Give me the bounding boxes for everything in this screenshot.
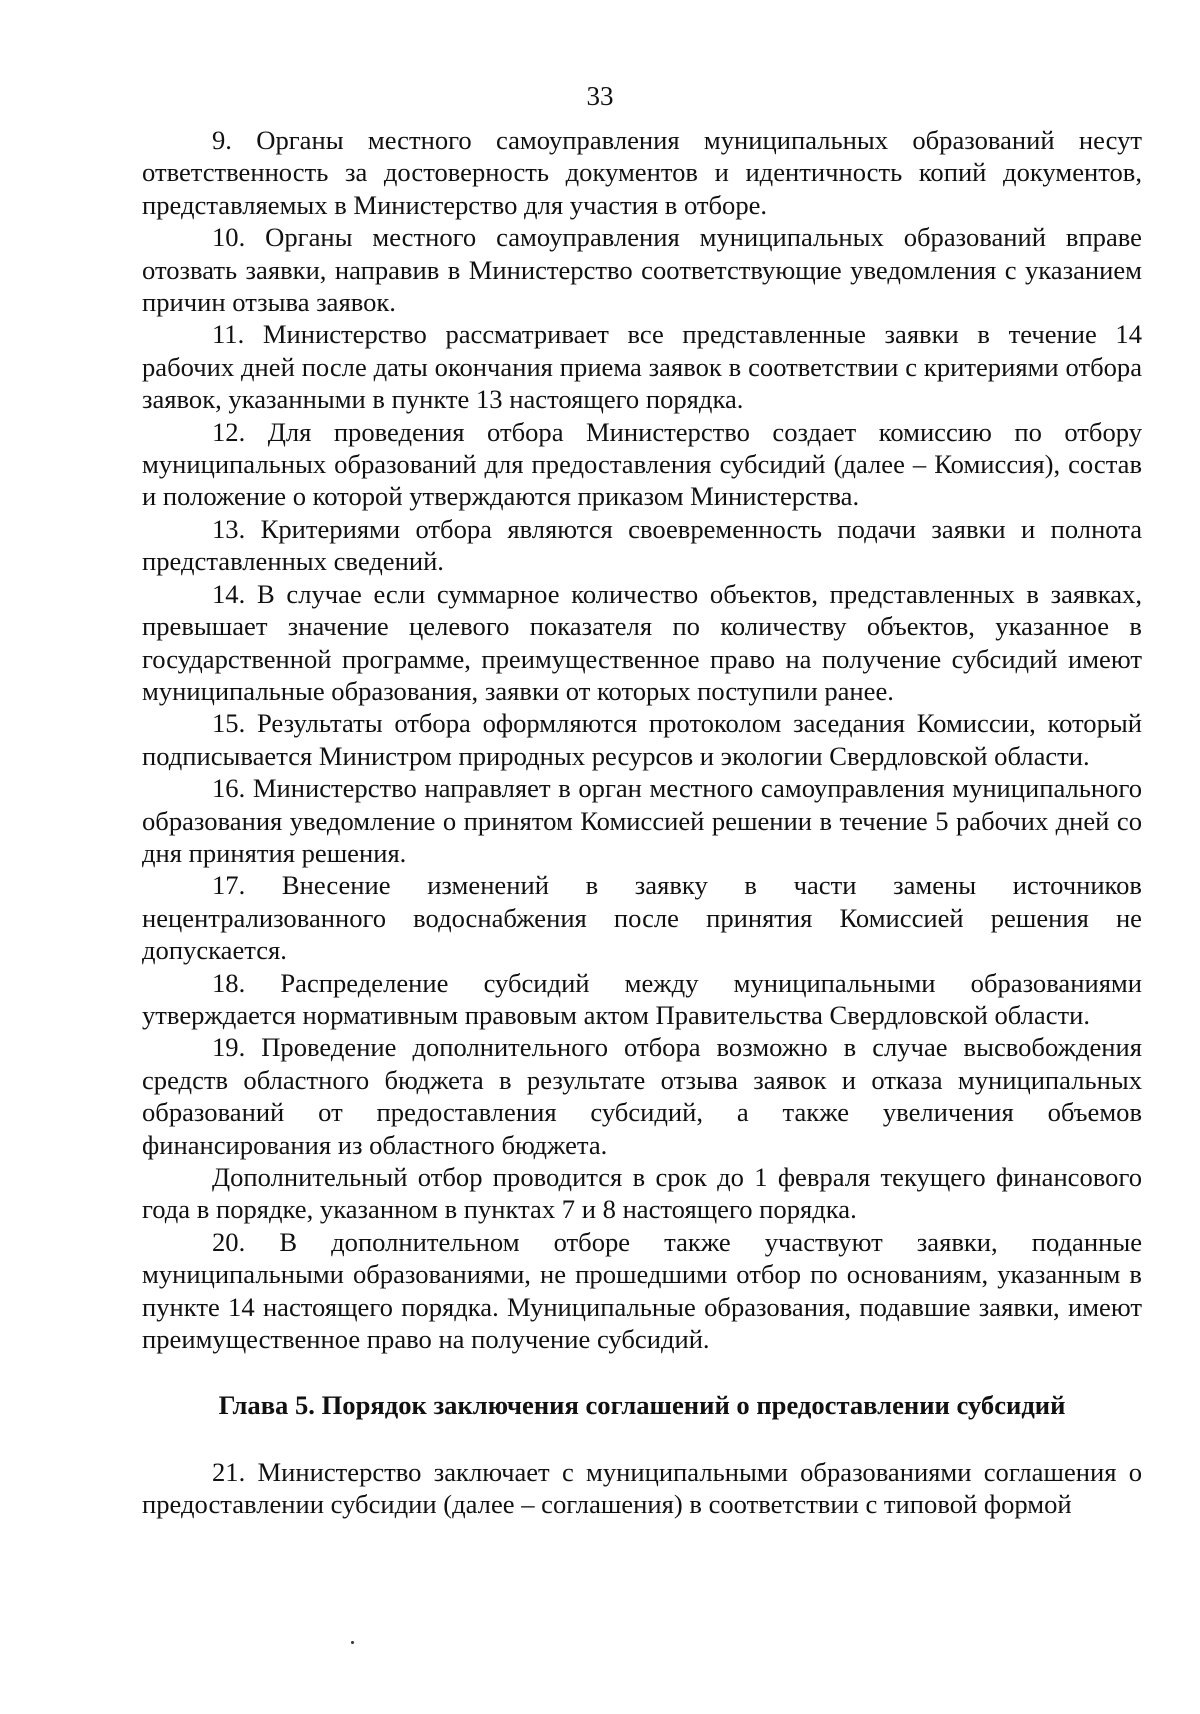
scan-artifact-dot bbox=[351, 1641, 354, 1644]
paragraph-16: 16. Министерство направляет в орган местного самоуправления муниципального образования уведомление о принятом Комиссией решении в течение 5 рабочих дней со дня принятия решения. bbox=[142, 773, 1142, 868]
paragraph-15: 15. Результаты отбора оформляются протоколом заседания Комиссии, который подписывается Министром природных ресурсов и экологии Свердловской области. bbox=[142, 708, 1142, 771]
page-number: 33 bbox=[586, 81, 614, 111]
paragraph-9: 9. Органы местного самоуправления муниципальных образований несут ответственность за достоверность документов и идентичность копий документов, представляемых в Министерство для участия в отборе. bbox=[142, 125, 1142, 220]
paragraph-21: 21. Министерство заключает с муниципальными образованиями соглашения о предоставлении субсидии (далее – соглашения) в соответствии с типовой формой bbox=[142, 1456, 1142, 1520]
paragraph-19: 19. Проведение дополнительного отбора возможно в случае высвобождения средств областного бюджета в результате отзыва заявок и отказа муниципальных образований от предоставления субсидий, а также увеличения объемов финансирования из областного бюджета. bbox=[142, 1032, 1142, 1160]
paragraph-14: 14. В случае если суммарное количество объектов, представленных в заявках, превышает значение целевого показателя по количеству объектов, указанное в государственной программе, преимущественное право на получение субсидий имеют муниципальные образования, заявки от которых поступили ранее. bbox=[142, 578, 1142, 706]
paragraph-18: 18. Распределение субсидий между муниципальными образованиями утверждается нормативным правовым актом Правительства Свердловской области. bbox=[142, 967, 1142, 1030]
paragraph-12: 12. Для проведения отбора Министерство создает комиссию по отбору муниципальных образований для предоставления субсидий (далее – Комиссия), состав и положение о которой утверждаются приказом Министерства. bbox=[142, 416, 1142, 512]
paragraph-10: 10. Органы местного самоуправления муниципальных образований вправе отозвать заявки, направив в Министерство соответствующие уведомления с указанием причин отзыва заявок. bbox=[142, 222, 1142, 318]
paragraph-20: 20. В дополнительном отборе также участвуют заявки, поданные муниципальными образованиями, не прошедшими отбор по основаниям, указанным в пункте 14 настоящего порядка. Муниципальные образования, подавшие заявки, имеют преимущественное право на получение субсидий. bbox=[142, 1226, 1142, 1355]
paragraph-17: 17. Внесение изменений в заявку в части замены источников нецентрализованного водоснабжения после принятия Комиссией решения не допускается. bbox=[142, 870, 1142, 966]
paragraph-13: 13. Критериями отбора являются своевременность подачи заявки и полнота представленных сведений. bbox=[142, 513, 1142, 577]
paragraph-19-additional: Дополнительный отбор проводится в срок до 1 февраля текущего финансового года в порядке, указанном в пунктах 7 и 8 настоящего порядка. bbox=[142, 1162, 1142, 1225]
paragraph-11: 11. Министерство рассматривает все представленные заявки в течение 14 рабочих дней после даты окончания приема заявок в соответствии с критериями отбора заявок, указанными в пункте 13 настоящего порядка. bbox=[142, 319, 1142, 415]
document-body bbox=[142, 124, 1142, 1521]
chapter-heading: Глава 5. Порядок заключения соглашений о предоставлении субсидий bbox=[218, 1390, 1066, 1421]
